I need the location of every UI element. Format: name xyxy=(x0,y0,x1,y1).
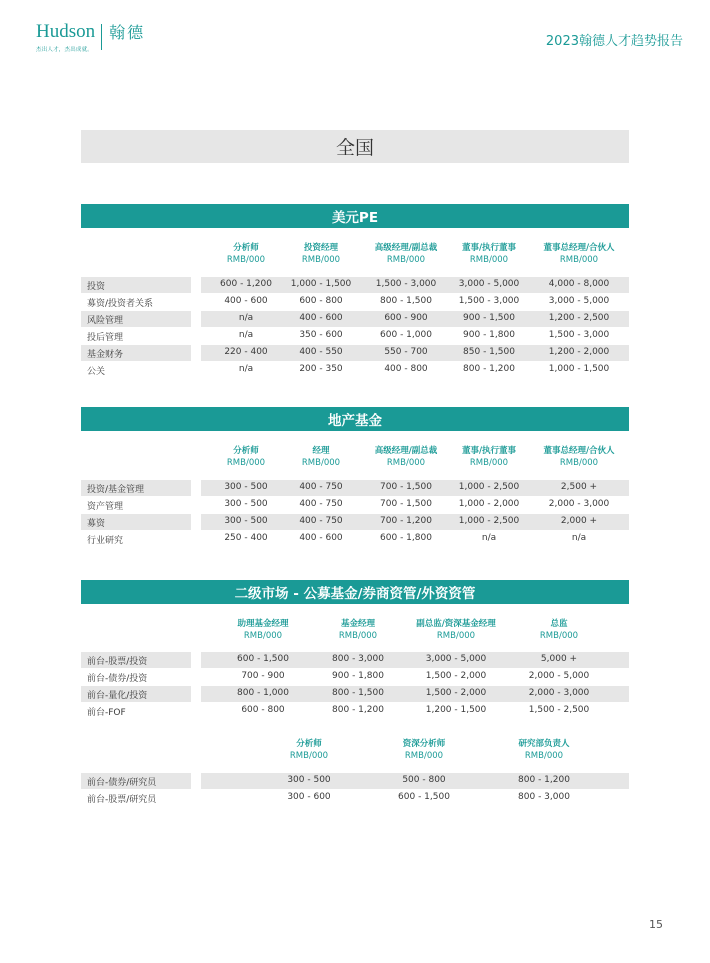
table-cell: 600 - 800 xyxy=(299,296,343,306)
logo-divider xyxy=(101,24,102,50)
region-title: 全国 xyxy=(81,130,629,163)
section-title: 二级市场 - 公募基金/券商资管/外资资管 xyxy=(81,580,629,604)
table-row xyxy=(81,531,629,547)
row-label: 投资/基金管理 xyxy=(87,485,145,495)
table-cell: 550 - 700 xyxy=(384,347,428,357)
table-cell: 1,500 - 2,000 xyxy=(425,671,487,681)
table-row xyxy=(81,277,629,293)
table-cell: 500 - 800 xyxy=(402,775,446,785)
table-cell: 300 - 500 xyxy=(224,516,268,526)
column-unit: RMB/000 xyxy=(404,751,444,761)
table-cell: 700 - 900 xyxy=(241,671,285,681)
table-cell: 1,500 - 3,000 xyxy=(458,296,520,306)
column-title: 投资经理 xyxy=(303,243,338,253)
column-unit: RMB/000 xyxy=(289,751,329,761)
row-label: 前台-股票/研究员 xyxy=(87,795,157,805)
table-cell: 1,500 - 3,000 xyxy=(375,279,437,289)
column-title: 董事总经理/合伙人 xyxy=(543,446,615,456)
column-unit: RMB/000 xyxy=(469,255,509,265)
row-label: 前台-FOF xyxy=(87,708,126,718)
table-cell: 800 - 1,200 xyxy=(332,705,384,715)
table-row xyxy=(81,686,629,702)
section-real-estate-fund xyxy=(81,407,629,549)
column-unit: RMB/000 xyxy=(469,458,509,468)
table-cell: 400 - 600 xyxy=(299,313,343,323)
column-unit: RMB/000 xyxy=(301,458,341,468)
table-cell: 2,500 + xyxy=(560,482,598,492)
table-cell: 400 - 750 xyxy=(299,516,343,526)
table-row xyxy=(81,514,629,530)
column-title: 分析师 xyxy=(233,243,259,253)
section-title: 美元PE xyxy=(81,204,629,228)
table-cell: 2,000 - 5,000 xyxy=(528,671,590,681)
column-header xyxy=(499,618,619,642)
table-cell: 850 - 1,500 xyxy=(463,347,515,357)
table-cell: 800 - 3,000 xyxy=(332,654,384,664)
table-cell: 1,000 - 1,500 xyxy=(548,364,610,374)
column-unit: RMB/000 xyxy=(226,458,266,468)
section-secondary-market xyxy=(81,580,629,810)
column-title: 董事总经理/合伙人 xyxy=(543,243,615,253)
logo-tagline: 杰出人才，杰出成就。 xyxy=(36,47,94,53)
table-cell: 600 - 800 xyxy=(241,705,285,715)
table-cell: 400 - 750 xyxy=(299,499,343,509)
table-row xyxy=(81,345,629,361)
table-cell: 700 - 1,200 xyxy=(380,516,432,526)
research-column-header xyxy=(249,738,369,762)
table-cell: n/a xyxy=(571,533,587,543)
column-header xyxy=(396,618,516,642)
table-row xyxy=(81,497,629,513)
table-cell: 900 - 1,500 xyxy=(463,313,515,323)
table-cell: 400 - 800 xyxy=(384,364,428,374)
table-cell: 800 - 1,500 xyxy=(332,688,384,698)
row-label: 投后管理 xyxy=(87,333,124,343)
table-cell: 400 - 750 xyxy=(299,482,343,492)
table-cell: 300 - 600 xyxy=(287,792,331,802)
table-cell: 1,000 - 2,000 xyxy=(458,499,520,509)
table-cell: 1,200 - 2,500 xyxy=(548,313,610,323)
logo-chinese: 翰德 xyxy=(109,23,146,42)
table-cell: 800 - 1,500 xyxy=(380,296,432,306)
table-cell: n/a xyxy=(481,533,497,543)
table-cell: n/a xyxy=(238,313,254,323)
report-title: 2023翰德人才趋势报告 xyxy=(545,34,683,49)
row-label: 前台-量化/投资 xyxy=(87,691,148,701)
table-cell: 300 - 500 xyxy=(224,482,268,492)
table-cell: 1,200 - 1,500 xyxy=(425,705,487,715)
row-label: 前台-债券/研究员 xyxy=(87,778,157,788)
column-title: 经理 xyxy=(312,446,330,456)
column-unit: RMB/000 xyxy=(559,458,599,468)
table-cell: 700 - 1,500 xyxy=(380,499,432,509)
table-row xyxy=(81,294,629,310)
table-cell: 1,500 - 3,000 xyxy=(548,330,610,340)
row-label: 募资 xyxy=(87,519,106,529)
column-title: 董事/执行董事 xyxy=(461,243,517,253)
table-cell: 800 - 1,000 xyxy=(237,688,289,698)
table-cell: 600 - 1,500 xyxy=(398,792,450,802)
table-row xyxy=(81,480,629,496)
table-cell: 900 - 1,800 xyxy=(332,671,384,681)
table-cell: 400 - 550 xyxy=(299,347,343,357)
table-cell: 300 - 500 xyxy=(224,499,268,509)
row-label: 前台-股票/投资 xyxy=(87,657,148,667)
hudson-logo xyxy=(36,22,145,53)
column-title: 基金经理 xyxy=(340,619,375,629)
table-cell: 1,500 - 2,000 xyxy=(425,688,487,698)
research-column-header xyxy=(484,738,604,762)
table-row xyxy=(81,652,629,668)
table-cell: 1,200 - 2,000 xyxy=(548,347,610,357)
table-cell: 600 - 1,000 xyxy=(380,330,432,340)
table-cell: 1,000 - 2,500 xyxy=(458,516,520,526)
table-cell: 900 - 1,800 xyxy=(463,330,515,340)
column-unit: RMB/000 xyxy=(539,631,579,641)
table-cell: 4,000 - 8,000 xyxy=(548,279,610,289)
row-label: 基金财务 xyxy=(87,350,124,360)
table-row xyxy=(81,669,629,685)
column-header xyxy=(519,242,639,266)
row-label: 行业研究 xyxy=(87,536,124,546)
section-title: 地产基金 xyxy=(81,407,629,431)
table-cell: 1,000 - 2,500 xyxy=(458,482,520,492)
table-cell: 600 - 900 xyxy=(384,313,428,323)
table-cell: 2,000 + xyxy=(560,516,598,526)
table-cell: 600 - 1,800 xyxy=(380,533,432,543)
column-title: 总监 xyxy=(550,619,568,629)
column-title: 高级经理/副总裁 xyxy=(374,243,438,253)
column-unit: RMB/000 xyxy=(226,255,266,265)
table-cell: 3,000 - 5,000 xyxy=(548,296,610,306)
table-cell: 220 - 400 xyxy=(224,347,268,357)
column-unit: RMB/000 xyxy=(301,255,341,265)
table-cell: 5,000 + xyxy=(540,654,578,664)
table-cell: 1,000 - 1,500 xyxy=(290,279,352,289)
table-cell: 700 - 1,500 xyxy=(380,482,432,492)
column-title: 分析师 xyxy=(296,739,322,749)
table-cell: n/a xyxy=(238,364,254,374)
table-cell: 200 - 350 xyxy=(299,364,343,374)
table-cell: 2,000 - 3,000 xyxy=(548,499,610,509)
column-title: 分析师 xyxy=(233,446,259,456)
table-cell: 3,000 - 5,000 xyxy=(458,279,520,289)
table-row xyxy=(81,328,629,344)
page-number: 15 xyxy=(649,918,663,931)
section-usd-pe xyxy=(81,204,629,379)
logo-english: Hudson xyxy=(36,21,96,42)
column-title: 董事/执行董事 xyxy=(461,446,517,456)
table-cell: 800 - 3,000 xyxy=(518,792,570,802)
column-title: 研究部负责人 xyxy=(518,739,570,749)
column-unit: RMB/000 xyxy=(559,255,599,265)
table-row xyxy=(81,773,629,789)
table-cell: n/a xyxy=(238,330,254,340)
column-unit: RMB/000 xyxy=(524,751,564,761)
column-unit: RMB/000 xyxy=(338,631,378,641)
table-row xyxy=(81,703,629,719)
table-row xyxy=(81,311,629,327)
table-cell: 400 - 600 xyxy=(224,296,268,306)
column-unit: RMB/000 xyxy=(386,458,426,468)
row-label: 风险管理 xyxy=(87,316,124,326)
row-label: 前台-债券/投资 xyxy=(87,674,148,684)
row-label: 公关 xyxy=(87,367,106,377)
table-cell: 400 - 600 xyxy=(299,533,343,543)
column-title: 副总监/资深基金经理 xyxy=(416,619,496,629)
row-label: 投资 xyxy=(87,282,106,292)
table-cell: 3,000 - 5,000 xyxy=(425,654,487,664)
table-cell: 350 - 600 xyxy=(299,330,343,340)
column-title: 高级经理/副总裁 xyxy=(374,446,438,456)
table-cell: 250 - 400 xyxy=(224,533,268,543)
column-unit: RMB/000 xyxy=(243,631,283,641)
research-column-header xyxy=(364,738,484,762)
table-cell: 1,500 - 2,500 xyxy=(528,705,590,715)
column-unit: RMB/000 xyxy=(436,631,476,641)
row-label: 募资/投资者关系 xyxy=(87,299,154,309)
table-cell: 300 - 500 xyxy=(287,775,331,785)
table-cell: 2,000 - 3,000 xyxy=(528,688,590,698)
column-title: 资深分析师 xyxy=(402,739,446,749)
column-header xyxy=(519,445,639,469)
table-cell: 600 - 1,200 xyxy=(220,279,272,289)
table-cell: 600 - 1,500 xyxy=(237,654,289,664)
column-unit: RMB/000 xyxy=(386,255,426,265)
table-row xyxy=(81,790,629,806)
column-title: 助理基金经理 xyxy=(237,619,289,629)
table-cell: 800 - 1,200 xyxy=(518,775,570,785)
table-cell: 800 - 1,200 xyxy=(463,364,515,374)
table-row xyxy=(81,362,629,378)
row-label: 资产管理 xyxy=(87,502,124,512)
